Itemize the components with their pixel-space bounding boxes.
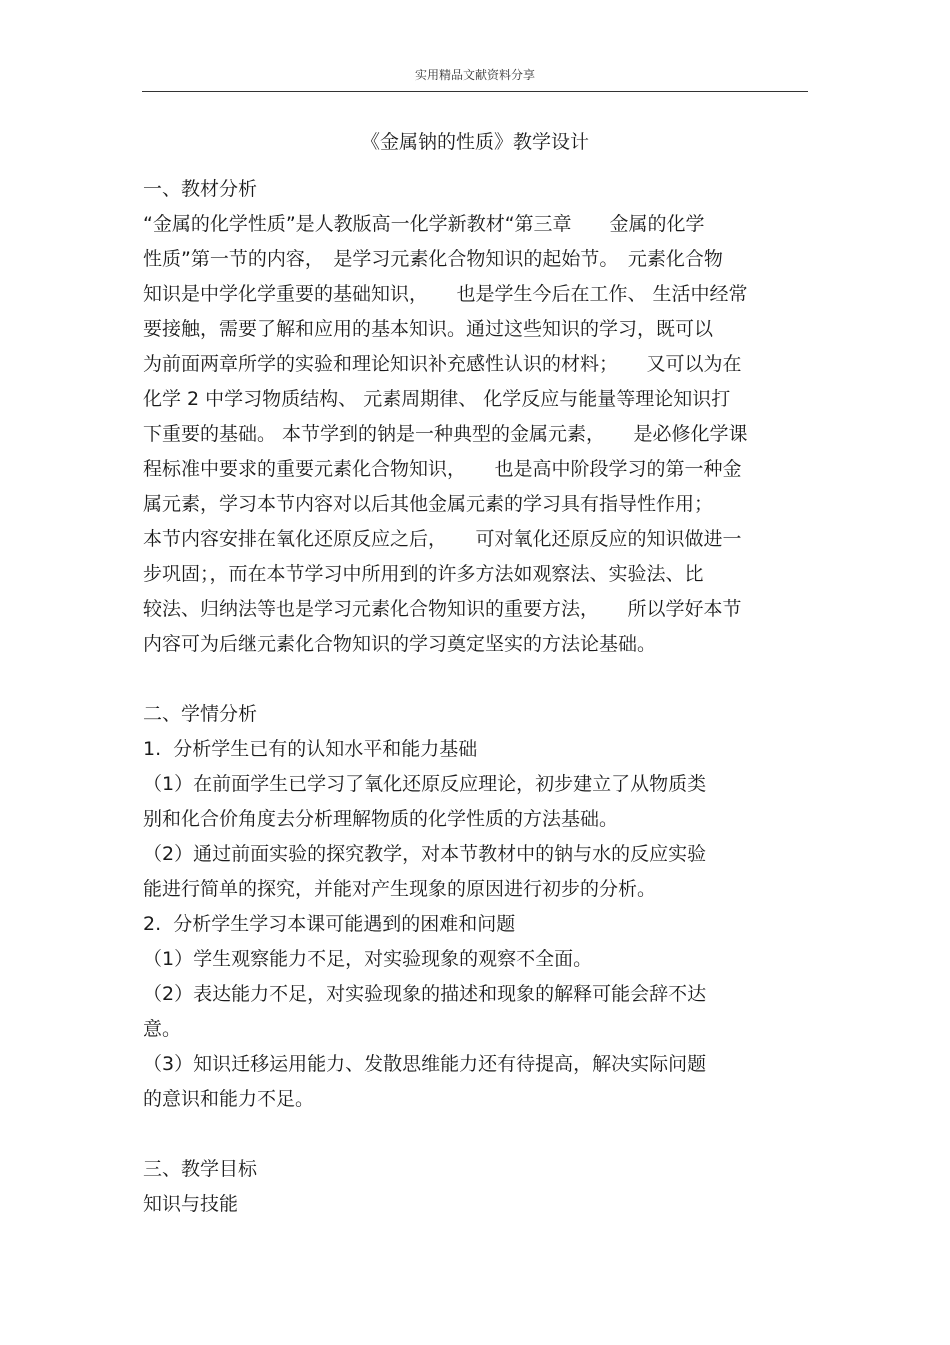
section-heading-student-analysis: 二、学情分析 (143, 703, 258, 725)
paragraph-line: 属元素，学习本节内容对以后其他金属元素的学习具有指导性作用； (143, 493, 714, 515)
list-line: （1）学生观察能力不足，对实验现象的观察不全面。 (143, 948, 593, 970)
paragraph-line: 内容可为后继元素化合物知识的学习奠定坚实的方法论基础。 (143, 633, 657, 655)
paragraph-line: 知识是中学化学重要的基础知识， 也是学生今后在工作、 生活中经常 (143, 283, 748, 305)
list-line: 1. 分析学生已有的认知水平和能力基础 (143, 738, 478, 760)
section-heading-teaching-goals: 三、教学目标 (143, 1158, 258, 1180)
list-line: （3）知识迁移运用能力、发散思维能力还有待提高，解决实际问题 (143, 1053, 707, 1075)
section-heading-textbook-analysis: 一、教材分析 (143, 178, 258, 200)
subheading-knowledge-skills: 知识与技能 (143, 1193, 239, 1215)
paragraph-line: 化学 2 中学习物质结构、 元素周期律、 化学反应与能量等理论知识打 (143, 388, 731, 410)
list-line: 能进行简单的探究，并能对产生现象的原因进行初步的分析。 (143, 878, 657, 900)
paragraph-line: 性质”第一节的内容， 是学习元素化合物知识的起始节。 元素化合物 (143, 248, 723, 270)
page-header: 实用精品文献资料分享 (414, 68, 535, 82)
list-line: （2）表达能力不足，对实验现象的描述和现象的解释可能会辞不达 (143, 983, 707, 1005)
list-line: 的意识和能力不足。 (143, 1088, 315, 1110)
list-line: 意。 (143, 1018, 182, 1040)
paragraph-line: 为前面两章所学的实验和理论知识补充感性认识的材料； 又可以为在 (143, 353, 742, 375)
paragraph-line: “金属的化学性质”是人教版高一化学新教材“第三章 金属的化学 (143, 213, 705, 235)
document-title: 《金属钠的性质》教学设计 (360, 131, 589, 153)
paragraph-line: 较法、归纳法等也是学习元素化合物知识的重要方法， 所以学好本节 (143, 598, 742, 620)
paragraph-line: 要接触，需要了解和应用的基本知识。通过这些知识的学习，既可以 (143, 318, 714, 340)
paragraph-line: 程标准中要求的重要元素化合物知识， 也是高中阶段学习的第一种金 (143, 458, 742, 480)
blank-spacer (143, 1117, 808, 1152)
list-line: 2. 分析学生学习本课可能遇到的困难和问题 (143, 913, 516, 935)
list-line: （2）通过前面实验的探究教学，对本节教材中的钠与水的反应实验 (143, 843, 707, 865)
header-divider (142, 91, 808, 92)
paragraph-line: 步巩固；，而在本节学习中所用到的许多方法如观察法、实验法、比 (143, 563, 704, 585)
document-body (143, 172, 808, 1222)
list-line: 别和化合价角度去分析理解物质的化学性质的方法基础。 (143, 808, 619, 830)
paragraph-line: 下重要的基础。 本节学到的钠是一种典型的金属元素， 是必修化学课 (143, 423, 748, 445)
paragraph-line: 本节内容安排在氧化还原反应之后， 可对氧化还原反应的知识做进一 (143, 528, 742, 550)
list-line: （1）在前面学生已学习了氧化还原反应理论，初步建立了从物质类 (143, 773, 707, 795)
blank-spacer (143, 662, 808, 697)
